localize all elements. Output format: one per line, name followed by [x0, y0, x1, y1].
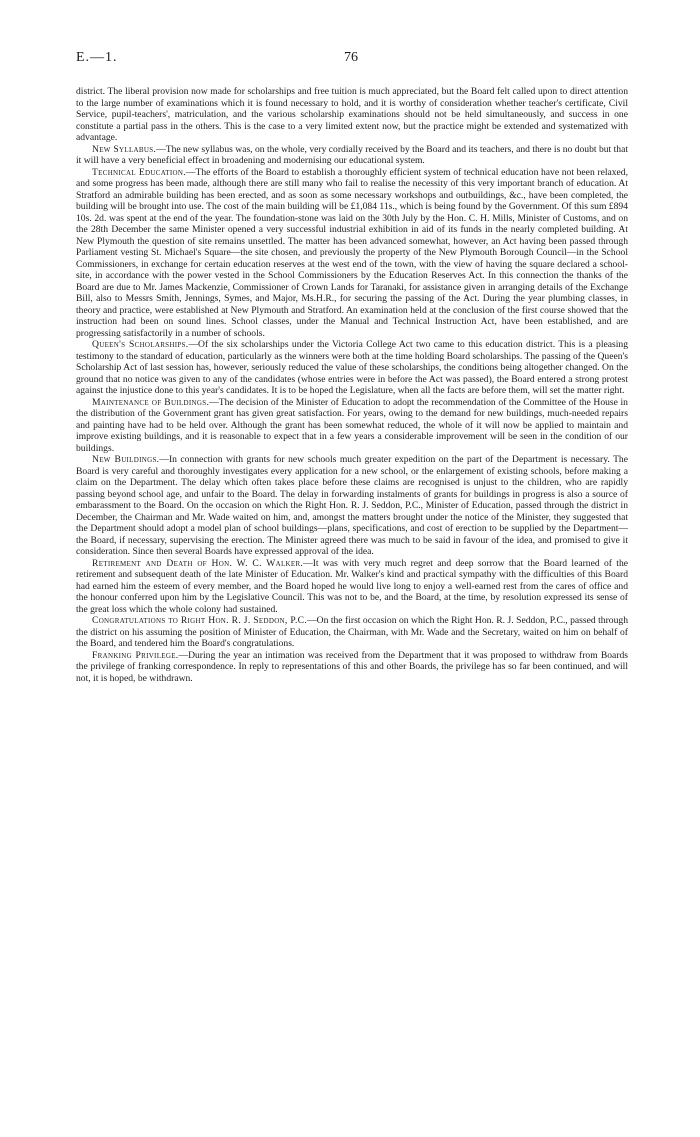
- paragraph-text: —During the year an intimation was received from the Department that it was proposed to withdraw from Boards the privilege of franking correspondence. In reply to representations of this and other Boards, the privilege has so far been continued, and will not, it is hoped, be withdrawn.: [76, 649, 628, 684]
- section-heading: Franking Privilege.: [92, 649, 179, 661]
- section-heading: Technical Education.: [92, 166, 186, 178]
- paragraph-text: —Of the six scholarships under the Victoria College Act two came to this education district. This is a pleasing testimony to the standard of education, particularly as the winners were both at the time holding Board scholarships. The passing of the Queen's Scholarship Act of last session has, however, seriously reduced the value of these scholarships, the conditions being altogether changed. On the ground that no notice was given to any of the candidates (whose entries were in before the Act was passed), the Board entered a strong protest against the injustice done to this year's candidates. It is to be hoped the Legislature, when all the facts are before them, will set the matter right.: [76, 339, 628, 396]
- paragraph-text: district. The liberal provision now made for scholarships and free tuition is much appreciated, but the Board felt called upon to direct attention to the large number of examinations which it is found necessary to hold, and it is worthy of consideration whether teacher's certificate, Civil Service, pupil-teachers', matriculation, and the various scholarship examinations should not be held simultaneously, and success in one constitute a partial pass in the others. This is the case to a very limited extent now, but the practice might be extended and systematized with advantage.: [76, 86, 628, 143]
- section-heading: Queen's Scholarships.: [92, 339, 189, 350]
- paragraph-text: —It was with very much regret and deep sorrow that the Board learned of the retirement and subsequent death of the late Minister of Education. Mr. Walker's kind and practical sympathy with the difficulties of this Board had earned him the esteem of every member, and the Board hoped he would live long to enjoy a well-earned rest from the cares of office and the honour conferred upon him by the Legislative Council. This was not to be, and the Board, at the time, by resolution expressed its sense of the great loss which the whole colony had sustained.: [76, 557, 628, 615]
- paragraph-text: —On the first occasion on which the Right Hon. R. J. Seddon, P.C., passed through the district on his assuming the position of Minister of Education, the Chairman, with Mr. Wade and the Secretary, waited on him on behalf of the Board, and tendered him the Board's congratulations.: [76, 615, 628, 649]
- paragraph-text: —The efforts of the Board to establish a thoroughly efficient system of technical education have not been relaxed, and some progress has been made, although there are still many who fail to realise the necessity of this very important branch of education. At Stratford an admirable building has been erected, and as soon as some necessary workshops and outbuildings, &c., have been completed, the building will be brought into use. The cost of the main building will be £1,084 11s., which is being found by the Government. Of this sum £894 10s. 2d. was spent at the end of the year. The foundation-stone was laid on the 30th July by the Hon. C. H. Mills, Minister of Customs, and on the 28th December the same Minister opened a very successful industrial exhibition in aid of its funds in the nearly completed building. At New Plymouth the question of site remains unsettled. The matter has been advanced somewhat, however, an Act having been passed through Parliament vesting St. Michael's Square—the site chosen, and previously the property of the New Plymouth Borough Council—in the School Commissioners, in exchange for certain education reserves at the west end of the town, with the view of having the square declared a school-site, in accordance with the power vested in the School Commissioners by the Education Reserves Act. In this connection the thanks of the Board are due to Mr. James Mackenzie, Commissioner of Crown Lands for Taranaki, for assistance given in arranging details of the Exchange Bill, also to Messrs Smith, Jennings, Symes, and Major, Ms.H.R., for securing the passing of the Act. During the year plumbing classes, in theory and practice, were established at New Plymouth and Stratford. An examination held at the conclusion of the first course showed that the instruction had been on sound lines. School classes, under the Manual and Technical Instruction Act, have been established, and are progressing satisfactorily in a number of schools.: [76, 166, 628, 339]
- paragraph-franking-privilege: [76, 650, 628, 685]
- page-header: [76, 50, 626, 70]
- section-heading: New Buildings.: [92, 454, 160, 465]
- paragraph-queens-scholarships: [76, 339, 628, 397]
- report-code: E.—1.: [76, 50, 118, 65]
- body-text: [76, 86, 628, 684]
- paragraph-text: —The decision of the Minister of Education to adopt the recommendation of the Committee of the House in the distribution of the Government grant has given great satisfaction. For years, owing to the demand for new buildings, much-needed repairs and painting have had to be held over. Although the grant has been somewhat reduced, the whole of it will now be applied to maintain and improve existing buildings, and it is reasonable to expect that in a few years a considerable improvement will be seen in the condition of our buildings.: [76, 396, 628, 454]
- page-number: 76: [344, 50, 358, 65]
- section-heading: Congratulations to Right Hon. R. J. Seddon, P.C.: [92, 615, 308, 626]
- section-heading: New Syllabus.: [92, 143, 157, 155]
- paragraph-technical-education: [76, 167, 628, 340]
- paragraph-text: —In connection with grants for new schools much greater expedition on the part of the Department is necessary. The Board is very careful and thoroughly investigates every application for a new school, or the enlargement of existing schools, before making a claim on the Department. The delay which often takes place before these claims are recognised is unjust to the children, who are rapidly passing beyond school age, and unfair to the Board. The delay in forwarding instalments of grants for buildings in progress is also a source of embarassment to the Board. On the occasion on which the Right Hon. R. J. Seddon, P.C., Minister of Education, passed through the district in December, the Chairman and Mr. Wade waited on him, and, amongst the matters brought under the notice of the Minister, they suggested that the Department should adopt a model plan of school buildings—plans, specifications, and cost of erection to be supplied by the Department—the Board, if necessary, supervising the erection. The Minister agreed there was much to be said in favour of the idea, and promised to give it consideration. Since then several Boards have expressed approval of the idea.: [76, 454, 628, 557]
- paragraph-new-buildings: [76, 454, 628, 558]
- section-heading: Retirement and Death of Hon. W. C. Walker.: [92, 557, 304, 569]
- section-heading: Maintenance of Buildings.: [92, 396, 210, 408]
- paragraph-new-syllabus: [76, 144, 628, 167]
- paragraph-intro: [76, 86, 628, 144]
- paragraph-retirement-walker: [76, 558, 628, 616]
- paragraph-congratulations-seddon: [76, 615, 628, 650]
- paragraph-maintenance-of-buildings: [76, 397, 628, 455]
- paragraph-text: —The new syllabus was, on the whole, very cordially received by the Board and its teachers, and there is no doubt but that it will have a very beneficial effect in broadening and modernising our educational system.: [76, 143, 628, 166]
